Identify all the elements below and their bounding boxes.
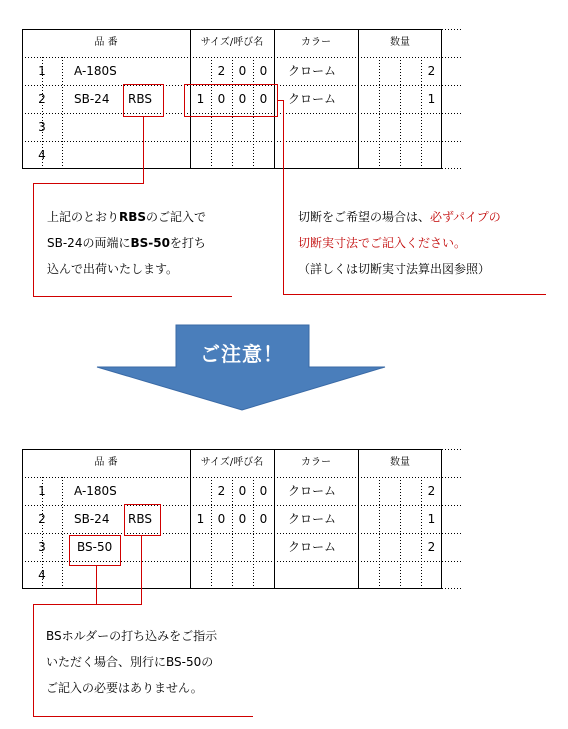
color-value: クローム <box>288 512 337 526</box>
size-digit: 0 <box>238 92 247 106</box>
header-part-no: 品 番 <box>94 37 118 48</box>
row-number: 4 <box>38 148 46 162</box>
size-digit: 0 <box>259 484 268 498</box>
quantity-value: 1 <box>427 512 436 526</box>
size-digit: 0 <box>238 512 247 526</box>
header-color: カラー <box>301 457 331 468</box>
size-digit: 0 <box>259 92 268 106</box>
part-number: A-180S <box>74 64 117 78</box>
rbs-note-line: SB-24の両端にBS-50を打ち <box>47 236 206 250</box>
row-number: 4 <box>38 568 46 582</box>
cut-note-line: 切断をご希望の場合は、必ずパイプの <box>298 210 501 224</box>
size-digit: 0 <box>217 512 226 526</box>
size-digit: 2 <box>217 64 226 78</box>
rbs-note-line: 上記のとおりRBSのご記入で <box>47 210 207 224</box>
bs-note-line: BSホルダーの打ち込みをご指示 <box>46 629 218 643</box>
color-value: クローム <box>288 484 337 498</box>
quantity-value: 2 <box>427 484 436 498</box>
size-digit: 1 <box>196 92 205 106</box>
size-digit: 0 <box>217 92 226 106</box>
caution-label: ご注意！ <box>200 342 284 366</box>
size-digit: 0 <box>238 484 247 498</box>
part-number: BS-50 <box>77 540 113 554</box>
size-digit: 0 <box>259 64 268 78</box>
part-number: SB-24 <box>74 92 110 106</box>
row-number: 2 <box>38 92 46 106</box>
size-digit: 2 <box>217 484 226 498</box>
cut-note-line: 切断実寸法でご記入ください。 <box>298 236 467 250</box>
color-value: クローム <box>288 540 337 554</box>
header-size: サイズ/呼び名 <box>200 457 264 468</box>
header-size: サイズ/呼び名 <box>200 37 264 48</box>
header-qty: 数量 <box>390 37 410 48</box>
row-number: 1 <box>38 484 46 498</box>
quantity-value: 1 <box>427 92 436 106</box>
quantity-value: 2 <box>427 540 436 554</box>
header-part-no: 品 番 <box>94 457 118 468</box>
part-number: A-180S <box>74 484 117 498</box>
bs-note-line: いただく場合、別行にBS-50の <box>46 655 214 669</box>
size-digit: 1 <box>196 512 205 526</box>
cut-note-line: （詳しくは切断実寸法算出図参照） <box>298 262 491 276</box>
row-number: 3 <box>38 120 46 134</box>
color-value: クローム <box>288 92 337 106</box>
bs-note-line: ご記入の必要はありません。 <box>46 681 203 695</box>
rbs-tag: RBS <box>128 512 152 526</box>
row-number: 3 <box>38 540 46 554</box>
header-color: カラー <box>301 37 331 48</box>
rbs-note-line: 込んで出荷いたします。 <box>47 262 179 276</box>
row-number: 2 <box>38 512 46 526</box>
bs-holder-note <box>46 623 217 701</box>
row-number: 1 <box>38 64 46 78</box>
part-number: SB-24 <box>74 512 110 526</box>
size-digit: 0 <box>238 64 247 78</box>
color-value: クローム <box>288 64 337 78</box>
quantity-value: 2 <box>427 64 436 78</box>
size-digit: 0 <box>259 512 268 526</box>
header-qty: 数量 <box>390 457 410 468</box>
rbs-tag: RBS <box>128 92 152 106</box>
